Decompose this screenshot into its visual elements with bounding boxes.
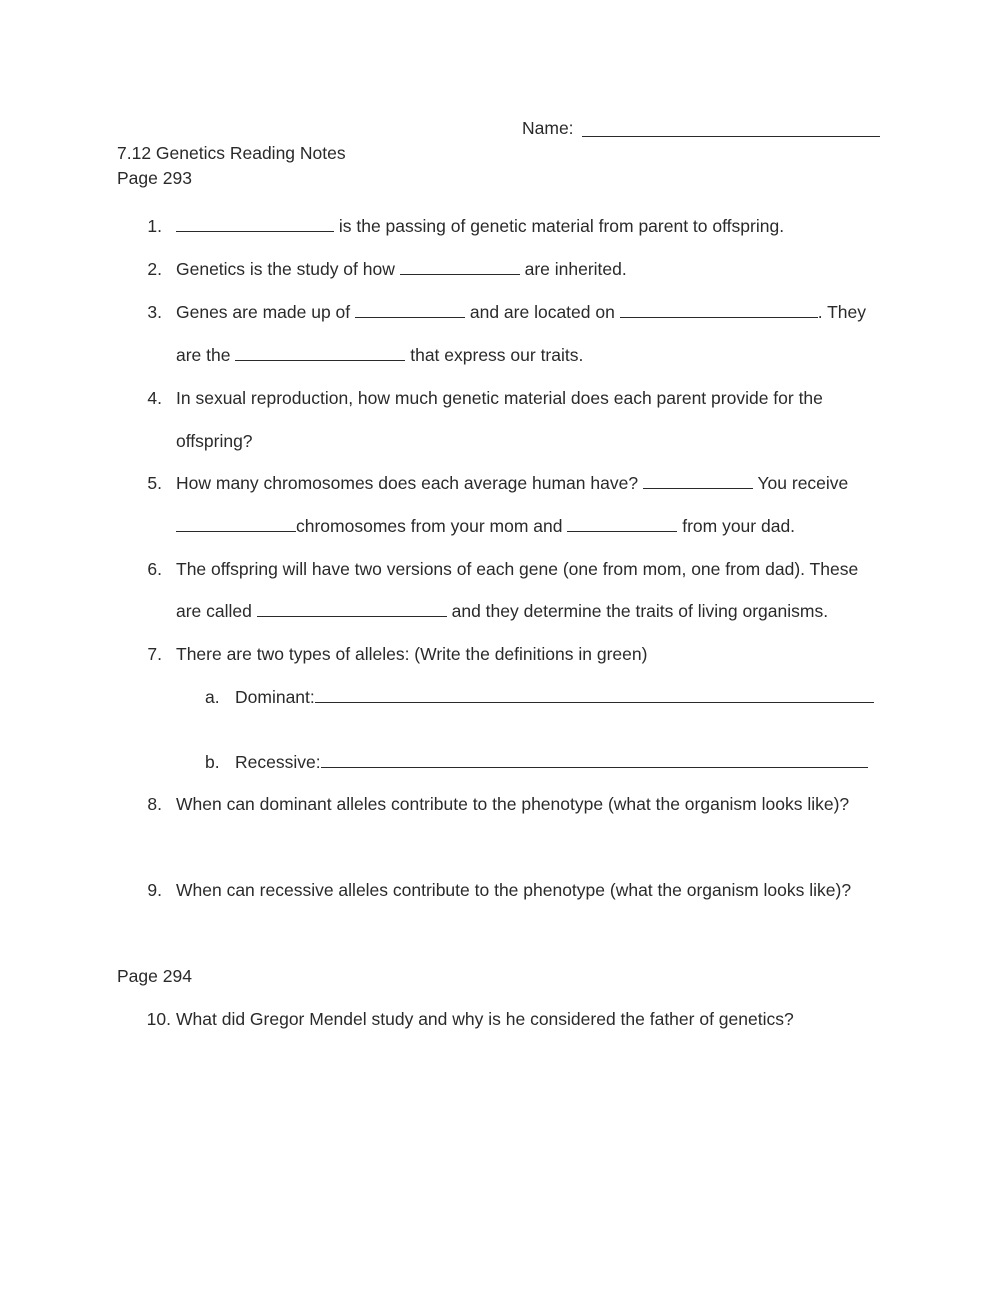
dominant-answer-blank[interactable] [315, 686, 874, 703]
answer-blank[interactable] [355, 301, 465, 318]
question-number: 2. [147, 259, 162, 279]
question-number: 7. [147, 644, 162, 664]
answer-blank[interactable] [567, 515, 677, 532]
name-label: Name: [522, 118, 574, 138]
question-number: 3. [147, 302, 162, 322]
question-number: 6. [147, 559, 162, 579]
answer-blank[interactable] [176, 215, 334, 232]
question-9: When can recessive alleles contribute to the phenotype (what the organism looks like)? [176, 880, 852, 900]
subitem-recessive: Recessive: [235, 751, 868, 773]
question-6-line-1: The offspring will have two versions of each gene (one from mom, one from dad). These [176, 559, 859, 579]
question-5-line-2: chromosomes from your mom and from your dad. [176, 515, 795, 537]
answer-blank[interactable] [400, 258, 520, 275]
page-label-293: Page 293 [117, 168, 192, 188]
worksheet-title: 7.12 Genetics Reading Notes [117, 143, 346, 163]
answer-blank[interactable] [235, 344, 405, 361]
question-number: 9. [147, 880, 162, 900]
question-4-line-1: In sexual reproduction, how much genetic material does each parent provide for the [176, 388, 823, 408]
question-number: 10. [146, 1009, 171, 1029]
answer-blank[interactable] [176, 515, 296, 532]
question-number: 5. [147, 473, 162, 493]
page-label-294: Page 294 [117, 966, 192, 986]
answer-blank[interactable] [257, 600, 447, 617]
question-5-line-1: How many chromosomes does each average human have? You receive [176, 473, 849, 493]
question-4-line-2: offspring? [176, 431, 253, 451]
question-7: There are two types of alleles: (Write the definitions in green) [176, 644, 648, 664]
question-1: is the passing of genetic material from parent to offspring. [176, 215, 784, 237]
subitem-dominant: Dominant: [235, 686, 874, 708]
question-2: Genetics is the study of how are inherited. [176, 259, 627, 279]
recessive-answer-blank[interactable] [321, 751, 868, 768]
name-blank[interactable] [582, 120, 880, 137]
question-number: 4. [147, 388, 162, 408]
question-8: When can dominant alleles contribute to the phenotype (what the organism looks like)? [176, 794, 850, 814]
subitem-letter: b. [205, 752, 220, 772]
answer-blank[interactable] [620, 301, 818, 318]
question-10: What did Gregor Mendel study and why is he considered the father of genetics? [176, 1009, 794, 1029]
question-6-line-2: are called and they determine the traits of living organisms. [176, 601, 829, 621]
question-number: 8. [147, 794, 162, 814]
answer-blank[interactable] [643, 472, 753, 489]
question-3-line-2: are the that express our traits. [176, 345, 584, 365]
question-number: 1. [147, 216, 162, 236]
subitem-letter: a. [205, 687, 220, 707]
question-3-line-1: Genes are made up of and are located on . They [176, 302, 867, 322]
